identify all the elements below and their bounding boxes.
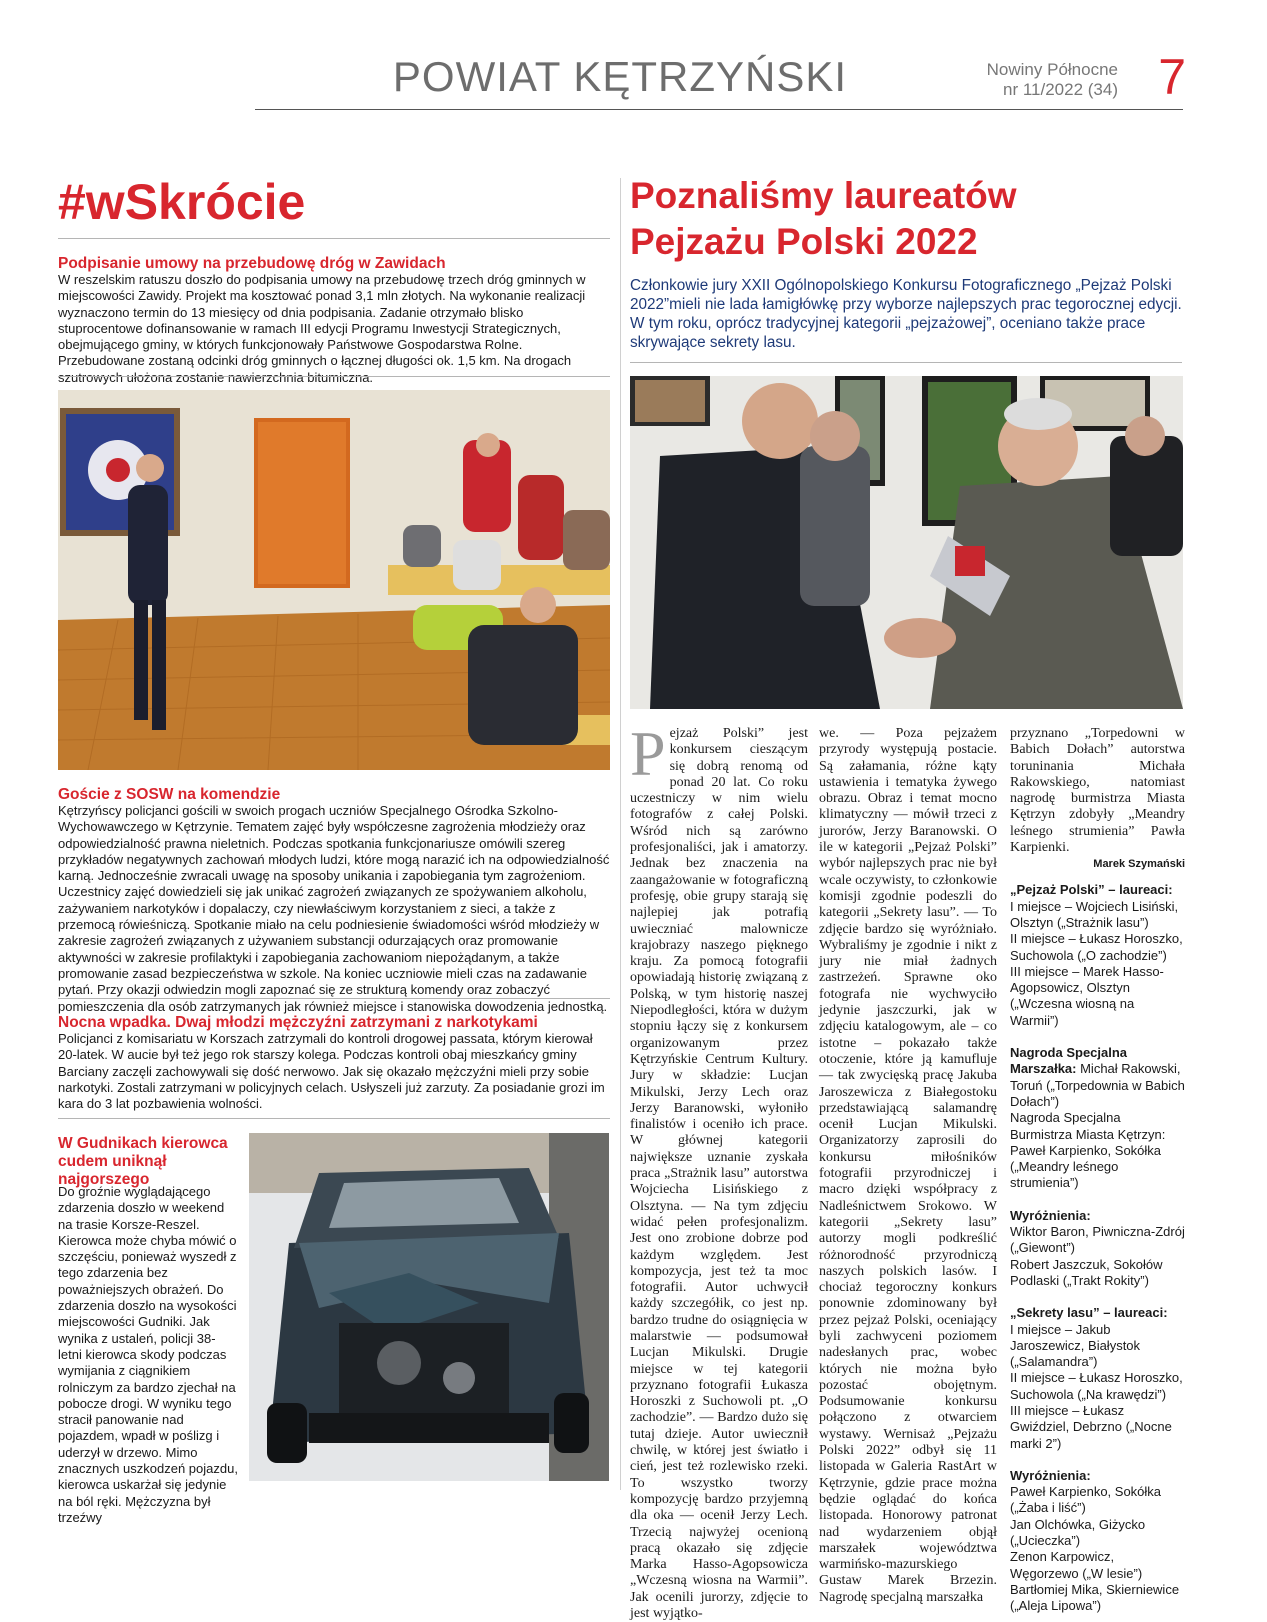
brief-body-roads: W reszelskim ratuszu doszło do podpisania umowy na przebudowę trzech dróg gminnych w miejscowości Zawidy. Projekt ma kosztować ponad 3,1 mln złotych. Na wykonanie realizacji wyznaczono termin do 13 miesięcy od dnia podpisania. Zadanie otrzymało blisko stuprocentowe dofinansowanie w ramach III edycji Programu Inwestycji Strategicznych, obejmującego gminy, w których funkcjonowały Państwowe Gospodarstwa Rolne. Przebudowane zostaną odcinki dróg gminnych o łącznej długości ok. 1,5 km. Na drogach szutrowych ułożona zostanie nawierzchnia bitumiczna. [58,272,586,385]
article-lead: Członkowie jury XXII Ogólnopolskiego Konkursu Fotograficznego „Pejzaż Polski 2022”mieli nie lada łamigłówkę przy wyborze najlepszych prac tegorocznej edycji. W tym roku, oprócz tradycyjnej kategorii „pejzażowej”, oceniano także prace skrywające sekrety lasu. [630,277,1182,351]
brief-headline-crash: W Gudnikach kierowca cudem uniknął najgorszego [58,1135,228,1188]
laureate-line: Nagroda Specjalna Burmistrza Miasta Kętrzyn: Paweł Karpienko, Sokółka („Meandry leśnego strumienia”) [1010,1110,1166,1191]
laureate-line: I miejsce – Jakub Jaroszewicz, Białystok („Salamandra”) [1010,1321,1141,1370]
laureate-line: Bartłomiej Mika, Skierniewice („Aleja Lipowa”) [1010,1581,1180,1614]
brief-body-crash: Do groźnie wyglądającego zdarzenia doszło w weekend na trasie Korsze-Reszel. Kierowca może chyba mówić o szczęściu, ponieważ wyszedł z tego zdarzenia bez poważniejszych obrażeń. Do zdarzenia doszło na wysokości miejscowości Gudniki. Jak wynika z ustaleń, policji 38-letni kierowca skody podczas wymijania z ciągnikiem rolniczym za bardzo zjechał na pobocze drogi. W wyniku tego stracił panowanie nad pojazdem, wpadł w poślizg i uderzył w drzewo. Mimo znacznych uszkodzeń pojazdu, kierowca uskarżał się jedynie na ból ręki. Mężczyzna był trzeźwy [58,1184,238,1525]
article-column-3 [1010,726,1185,1615]
laureates-heading: Wyróżnienia: [1010,1467,1091,1483]
article-column-1 [630,718,808,1622]
divider [630,362,1182,363]
page-number: 7 [1158,49,1186,105]
laureates-heading: „Sekrety lasu” – laureaci: [1010,1305,1168,1321]
header-divider [255,109,1183,110]
photo-crashed-car-image [249,1133,609,1481]
publication-name: Nowiny Północne [986,60,1118,79]
laureates-special [1010,1045,1185,1192]
laureate-inline: Michał Rakowski, Toruń („Torpedownia w Babich Dołach”) [1010,1061,1185,1109]
article-author: Marek Szymański [1093,858,1185,871]
laureate-line: II miejsce – Łukasz Horoszko, Suchowola („Na krawędzi”) [1010,1370,1183,1402]
laureates-distinctions-2 [1010,1468,1185,1615]
brief-body-sosw: Kętrzyńscy policjanci gościli w swoich progach uczniów Specjalnego Ośrodka Szkolno-Wychowawczego w Kętrzynie. Tematem zajęć były współczesne zagrożenia młodzieży oraz odpowiedzialność prawna nieletnich. Podczas spotkania funkcjonariusze omówili szereg przykładów negatywnych zachowań młodych ludzi, które mogą narazić ich na odpowiedzialność karną. Jednocześnie zwracali uwagę na sposoby unikania i zapobiegania tym zagrożeniom. Uczestnicy zajęć dowiedzieli się jak unikać zagrożeń związanych ze spożywaniem alkoholu, zażywaniem narkotyków i dopalaczy, czy niewłaściwym korzystaniem z sieci, a także z przemocą rówieśniczą. Spotkanie miało na celu podniesienie świadomości wśród młodzieży w zakresie zagrożeń związanych z używaniem substancji odurzających oraz promowanie aktywności w zakresie profilaktyki i zapobiegania zachowaniom niepożądanym, a także promowanie zasad bezpieczeństwa w szkole. Na koniec uczniowie mieli czas na zadawanie pytań. Przy okazji odwiedzin mogli zapoznać się ze strukturą komendy oraz zobaczyć pomieszczenia dla osób zatrzymanych jak również miejsce i stanowiska dowodzenia jednostką. [58,803,610,1014]
brief-headline-sosw: Goście z SOSW na komendzie [58,786,281,803]
divider [58,1118,610,1119]
issue-number: nr 11/2022 (34) [1003,80,1118,99]
laureates-pejzaz [1010,882,1185,1029]
laureate-line: Zenon Karpowicz, Węgorzewo („W lesie”) [1010,1549,1143,1581]
photo-award-ceremony-image [630,376,1183,709]
laureate-line: II miejsce – Łukasz Horoszko, Suchowola („O zachodzie”) [1010,931,1183,963]
article-column-3-text: przyznano „Torpedowni w Babich Dołach” autorstwa toruninania Michała Rakowskiego, natomiast nagrodę burmistrza Miasta Kętrzyn zdobyły „Meandry leśnego strumienia” Pawła Karpienki. [1010,726,1185,856]
laureates-heading: Nagroda Specjalna Marszałka: [1010,1045,1128,1077]
photo-award-ceremony [630,376,1183,709]
laureates-heading: „Pejzaż Polski” – laureaci: [1010,882,1173,898]
article-title [630,173,1190,265]
laureate-line: Jan Olchówka, Giżycko („Ucieczka”) [1010,1516,1146,1549]
article-title-line2: Pejzażu Polski 2022 [630,221,978,262]
publication-info [930,60,1118,100]
laureate-line: I miejsce – Wojciech Lisiński, Olsztyn („Strażnik lasu”) [1010,898,1179,930]
photo-police-classroom [58,390,610,770]
divider [58,376,610,377]
shorts-title: #wSkrócie [58,174,306,230]
article-column-1-text: ejzaż Polski” jest konkursem cieszącym się dobrą renomą od ponad 20 lat. Co roku uczestniczy w nim wielu fotografów z całej Polski. Wśród nich są zarówno profesjonaliści, jak i amatorzy. Jednak bez znaczenia na zaangażowanie w fotograficzną profesję, obie grupy starają się najlepiej jak potrafią uwieczniać malownicze krajobrazy naszego pięknego kraju. Za pomocą fotografii opowiadają historię związaną z Polską, w tym historię naszej Niepodległości, która w dużym stopniu łączy się z konkursem organizowanym przez Kętrzyńskie Centrum Kultury. Jury w składzie: Lucjan Mikulski, Jerzy Lech oraz Jerzy Baranowski, wyłoniło finalistów i oceniło ich prace. W głównej kategorii największe uznanie zyskała praca „Strażnik lasu” autorstwa Wojciecha Lisińskiego z Olsztyna. — Na tym zdjęciu widać pełen profesjonalizm. Jest ono zrobione dobrze pod każdym względem. Jest kompozycja, jest też ta moc fotografii. Autor uchwycił każdy szczegółik, co jest np. bardzo trudne do osiągnięcia w malarstwie — podsumował Lucjan Mikulski. Drugie miejsce w tej kategorii przyznano fotografii Łukasza Horoszki z Suchowoli pt. „O zachodzie”. — Bardzo dużo się tutaj dzieje. Autor uwiecznił chwilę, w której jest światło i cień, jest też rozlewisko rzeki. To wszystko tworzy kompozycję bardzo przyjemną dla oka — ocenił Jerzy Lech. Trzecią najwyżej ocenioną pracą okazało się zdjęcie Marka Hasso-Agopsowicza „Wczesną wiosna na Warmii”. Jak ocenili jurorzy, zdjęcie to jest wyjątko- [630,726,808,1622]
brief-headline-drugs: Nocna wpadka. Dwaj młodzi mężczyźni zatrzymani z narkotykami [58,1014,538,1031]
laureate-line: III miejsce – Marek Hasso-Agopsowicz, Olsztyn („Wczesna wiosną na Warmii”) [1010,963,1164,1028]
photo-crashed-car [249,1133,609,1481]
laureate-line: Paweł Karpienko, Sokółka („Żaba i liść”) [1010,1484,1162,1516]
article-column-2: we. — Poza pejzażem przyrody występują postacie. Są załamania, różne kąty ustawienia i tematyka żywego obrazu. Obraz i temat mocno klimatyczny — mówił trzeci z jurorów, Jerzy Baranowski. O ile w kategorii „Pejzaż Polski” wybór najlepszych prac nie był wcale oczywisty, to członkowie komisji zgodnie podeszli do kategorii „Sekrety lasu”. — To zdjęcie bardzo się wyróżniało. Wybraliśmy je zgodnie i nikt z jury nie miał żadnych zastrzeżeń. Sprawne oko fotografa nie wychwyciło jedynie jaszczurki, jak w zdjęciu katalogowym, ale – co istotne – pokazało także otoczenie, które ją kamufluje — tak zwycięską pracę Jakuba Jaroszewicza z Białegostoku przedstawiającą salamandrę ocenił Lucjan Mikulski. Organizatorzy zaprosili do konkursu miłośników fotografii przyrodniczej i macro dzięki współpracy z Nadleśnictwem Srokowo. W kategorii „Sekrety lasu” autorzy mogli podkreślić różnorodność przyrodniczą naszych polskich lasów. I chociaż tegoroczny konkurs ponownie zdominowany był przez pejzaż Polski, oceniający byli zachwyceni poziomem nadesłanych prac, wobec których nie można było pozostać obojętnym. Podsumowanie konkursu połączono z otwarciem wystawy. Wernisaż „Pejzażu Polski 2022” odbył się 11 listopada w Galeria RastArt w Kętrzynie, gdzie prace można będzie oglądać do końca listopada. Honorowy patronat nad wydarzeniem objął marszałek województwa warmińsko-mazurskiego Gustaw Marek Brzezin. Nagrodę specjalną marszałka [819,726,997,1605]
brief-headline-roads: Podpisanie umowy na przebudowę dróg w Zawidach [58,255,446,272]
section-title: POWIAT KĘTRZYŃSKI [392,53,848,100]
divider [58,238,610,239]
laureate-line: Wiktor Baron, Piwniczna-Zdrój („Giewont”) [1010,1224,1185,1256]
laureate-line: Robert Jaszczuk, Sokołów Podlaski („Trakt Rokity”) [1010,1256,1163,1288]
article-title-line1: Poznaliśmy laureatów [630,175,1017,216]
special-prize-marshal [1010,1045,1185,1110]
divider [58,998,610,999]
column-divider [620,178,621,1490]
photo-police-classroom-image [58,390,610,770]
brief-body-drugs: Policjanci z komisariatu w Korszach zatrzymali do kontroli drogowej passata, którym kierował 20-latek. W aucie był też jego rok starszy kolega. Podczas kontroli obaj mieszkańcy gminy Barciany zaczęli zachowywali się dość nerwowo. Jak się okazało mężczyźni mieli przy sobie narkotyki. Zostali zatrzymani w policyjnych celach. Usłyszeli już zarzuty. Za posiadanie grozi im kara do 3 lat pozbawienia wolności. [58,1031,605,1112]
laureate-line: III miejsce – Łukasz Gwiździel, Debrzno („Nocne marki 2”) [1010,1402,1172,1451]
laureates-heading: Wyróżnienia: [1010,1207,1091,1223]
laureates-sekrety [1010,1305,1185,1452]
article-dropcap: P [630,718,666,789]
laureates-distinctions-1 [1010,1208,1185,1289]
